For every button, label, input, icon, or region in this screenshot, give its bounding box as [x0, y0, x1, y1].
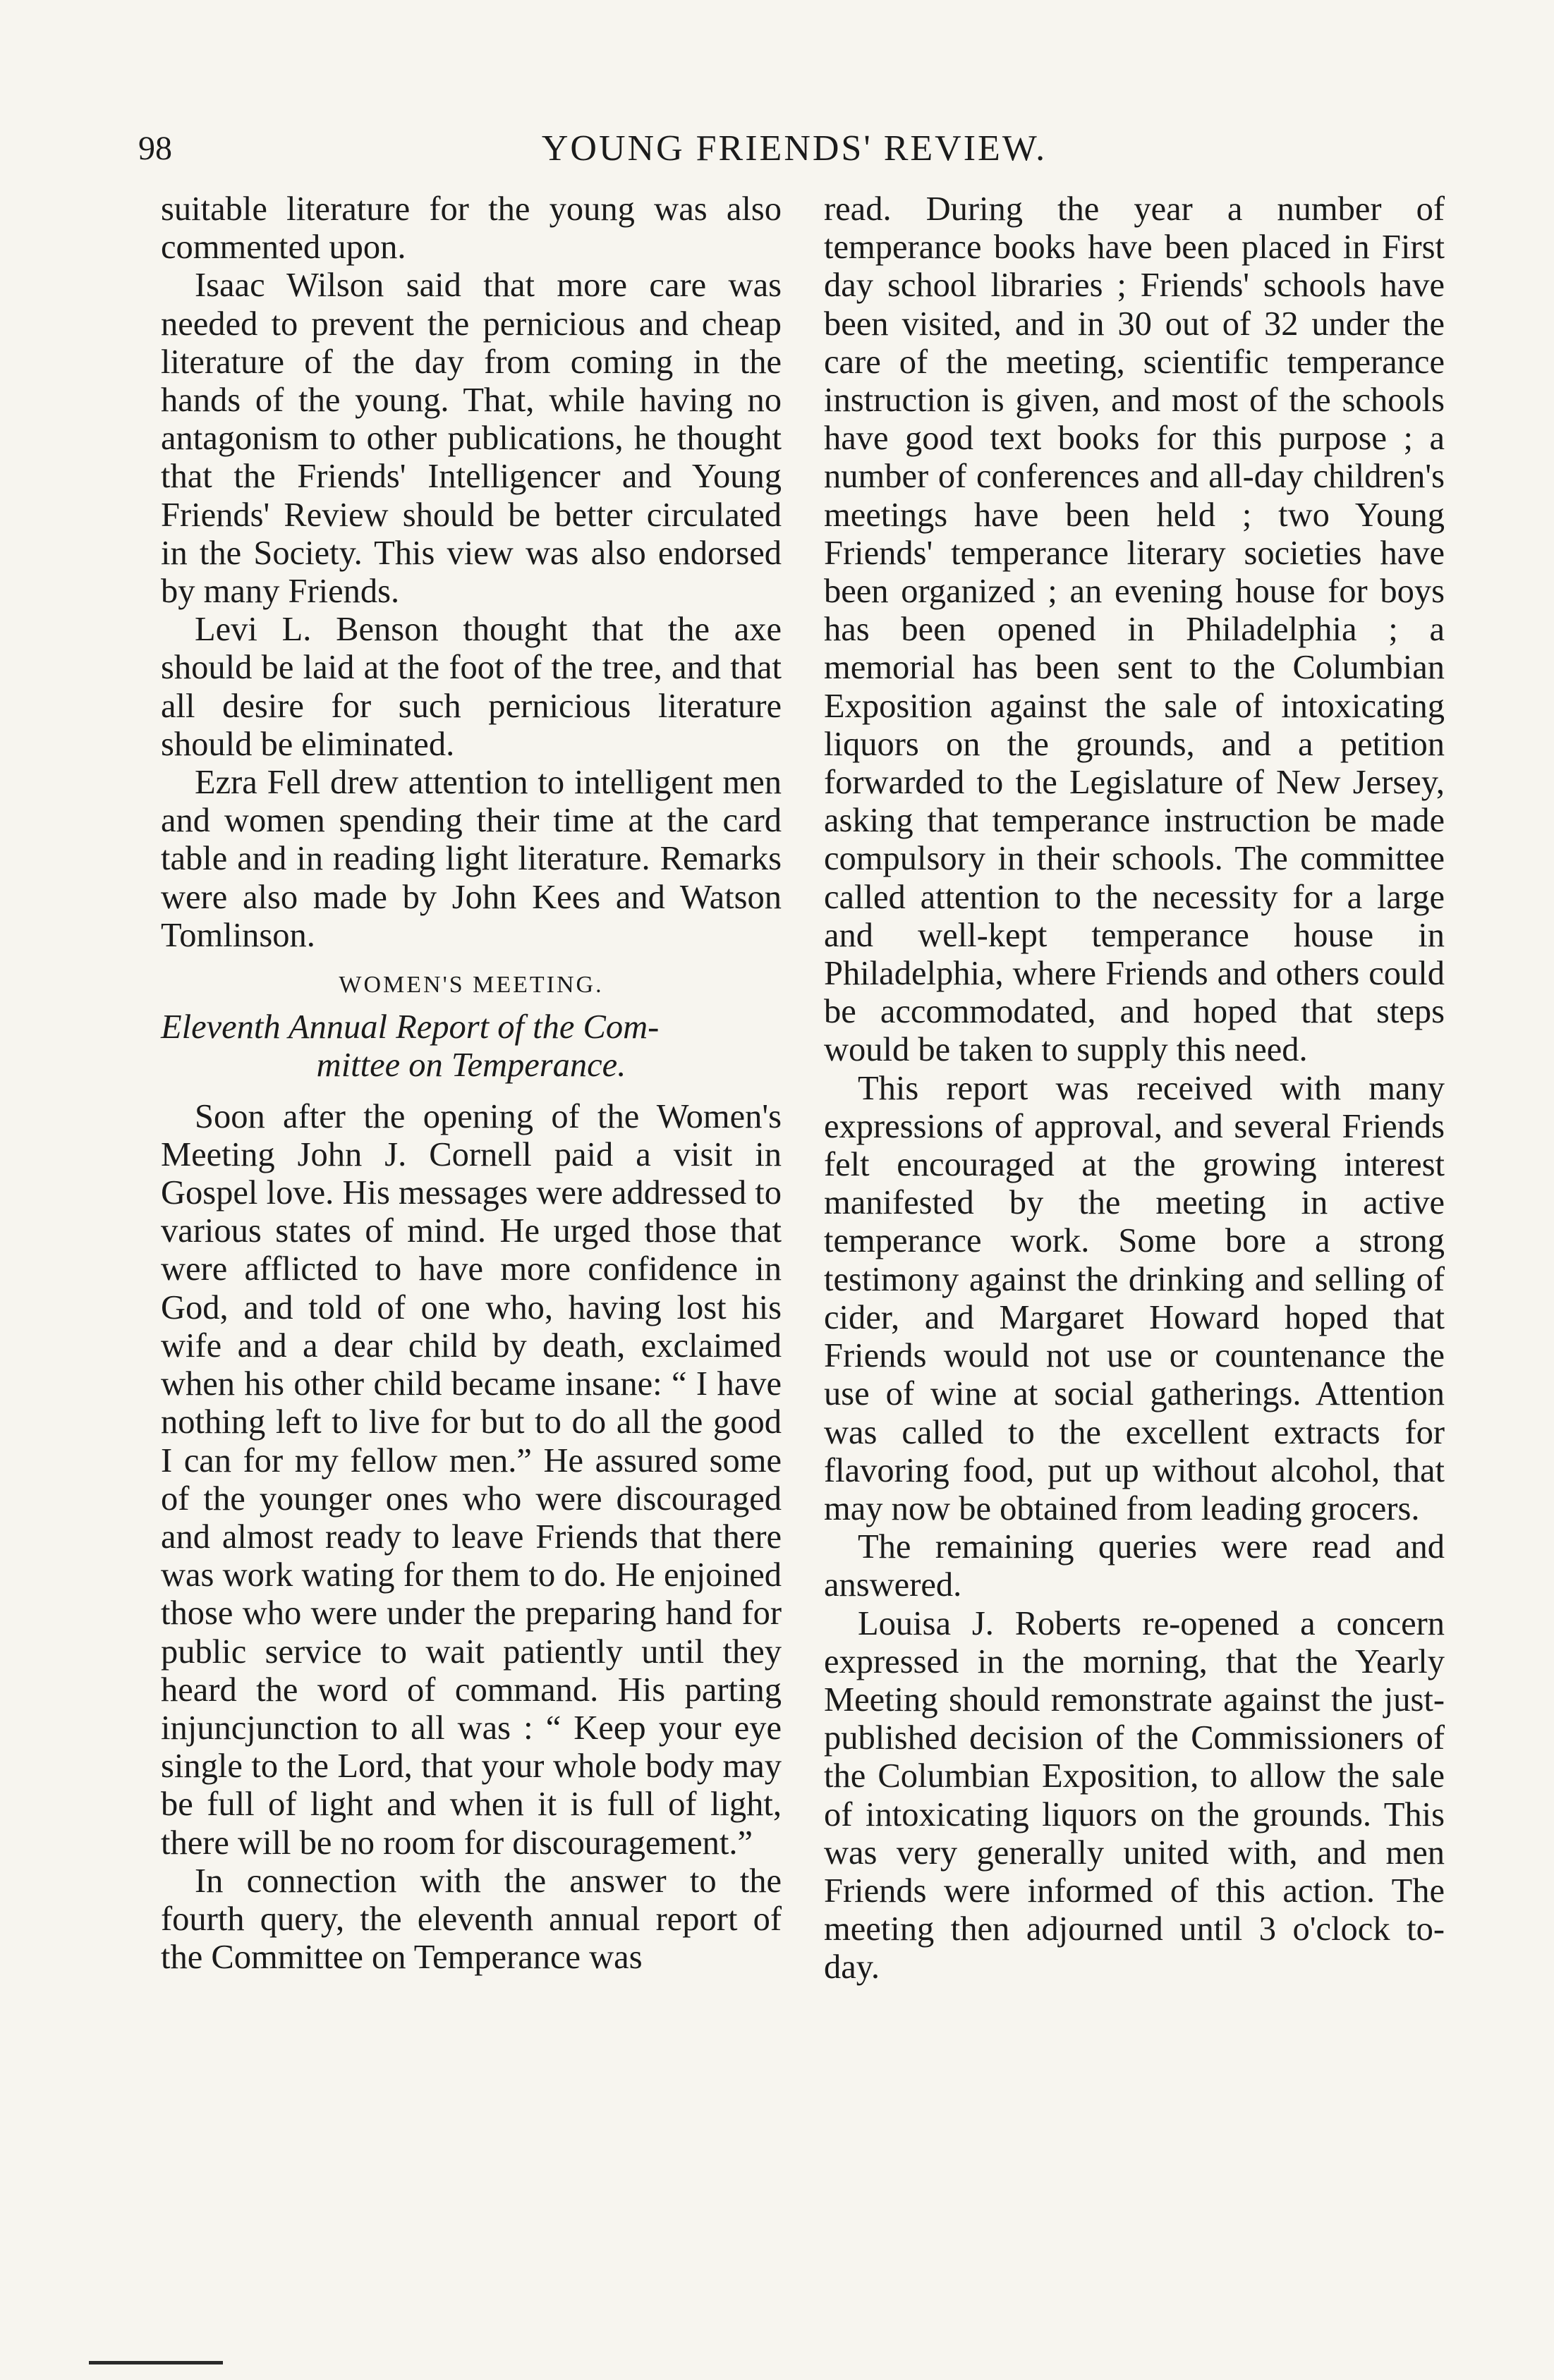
right-paragraph-4: Louisa J. Roberts re-opened a concern expressed in the morning, that the Yearly Meeting should remonstrate against the just-published decision of the Commissioners of the Columbian Exposition, to allow the sale of intoxicating liquors on the grounds. This was very generally united with, and men Friends were informed of this action. The meeting then adjourned until 3 o'clock to-day. — [824, 1604, 1445, 1987]
page-number: 98 — [138, 130, 172, 167]
right-paragraph-2: This report was received with many expressions of approval, and several Friends felt encouraged at the growing interest manifested by the meeting in active temperance work. Some bore a strong testimony against the drinking and selling of cider, and Margaret Howard hoped that Friends would not use or countenance the use of wine at social gatherings. Attention was called to the excellent extracts for flavoring food, put up without alcohol, that may now be obtained from leading grocers. — [824, 1069, 1445, 1527]
report-heading-line-2: mittee on Temperance. — [316, 1046, 626, 1085]
page-header — [138, 124, 1450, 173]
running-title: YOUNG FRIENDS' REVIEW. — [541, 128, 1048, 169]
report-heading — [161, 1008, 782, 1085]
right-column — [824, 190, 1445, 1987]
section-heading: WOMEN'S MEETING. — [339, 972, 604, 999]
left-column — [161, 190, 782, 1977]
left-paragraph-1: suitable literature for the young was also commented upon. — [161, 190, 782, 267]
left-paragraph-3: Levi L. Benson thought that the axe should be laid at the foot of the tree, and that all desire for such pernicious literature should be eliminated. — [161, 611, 782, 763]
left-paragraph-5: Soon after the opening of the Women's Meeting John J. Cornell paid a visit in Gospel love. His messages were addressed to various states of mind. He urged those that were afflicted to have more confidence in God, and told of one who, having lost his wife and a dear child by death, exclaimed when his other child became insane: “ I have nothing left to live for but to do all the good I can for my fellow men.” He assured some of the younger ones who were discouraged and almost ready to leave Friends that there was work wating for them to do. He enjoined those who were under the preparing hand for public service to wait patiently until they heard the word of command. His parting injuncjunction to all was : “ Keep your eye single to the Lord, that your whole body may be full of light and when it is full of light, there will be no room for discouragement.” — [161, 1097, 782, 1862]
right-paragraph-3: The remaining queries were read and answered. — [824, 1528, 1445, 1604]
left-paragraph-6: In connection with the answer to the fourth query, the eleventh annual report of the Committee on Temperance was — [161, 1862, 782, 1977]
left-paragraph-4: Ezra Fell drew attention to intelligent men and women spending their time at the card table and in reading light literature. Remarks were also made by John Kees and Watson Tomlinson. — [161, 764, 782, 954]
bottom-rule — [89, 2361, 223, 2364]
report-heading-line-1: Eleventh Annual Report of the Com- — [161, 1008, 660, 1046]
right-paragraph-1: read. During the year a number of temperance books have been placed in First day school libraries ; Friends' schools have been visited, and in 30 out of 32 under the care of the meeting, scientific temperance instruction is given, and most of the schools have good text books for this purpose ; a number of conferences and all-day children's meetings have been held ; two Young Friends' temperance literary societies have been organized ; an evening house for boys has been opened in Philadelphia ; a memorial has been sent to the Columbian Exposition against the sale of intoxicating liquors on the grounds, and a petition forwarded to the Legislature of New Jersey, asking that temperance instruction be made compulsory in their schools. The committee called attention to the necessity for a large and well-kept temperance house in Philadelphia, where Friends and others could be accommodated, and hoped that steps would be taken to supply this need. — [824, 190, 1445, 1069]
left-paragraph-2: Isaac Wilson said that more care was needed to prevent the pernicious and cheap literature of the day from coming in the hands of the young. That, while having no antagonism to other publications, he thought that the Friends' Intelligencer and Young Friends' Review should be better circulated in the Society. This view was also endorsed by many Friends. — [161, 267, 782, 611]
